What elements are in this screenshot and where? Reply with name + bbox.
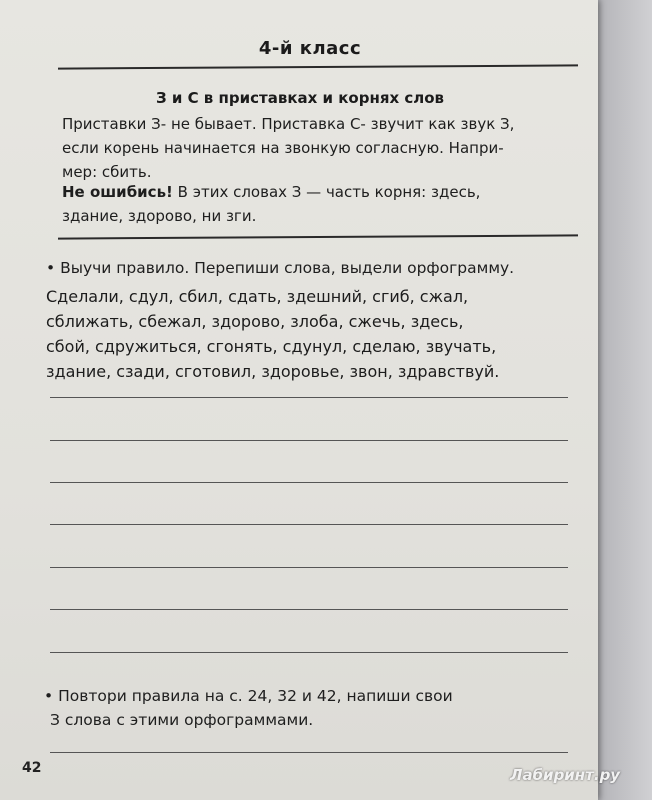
middle-rule — [58, 234, 578, 239]
rule-line-3: мер: сбить. — [62, 163, 152, 181]
writing-line[interactable] — [50, 397, 568, 398]
rule-title: З и С в приставках и корнях слов — [155, 89, 445, 107]
task2-line-2: З слова с этими орфограммами. — [50, 711, 314, 729]
writing-line[interactable] — [50, 440, 568, 441]
warning-line-2: здание, здорово, ни зги. — [62, 207, 257, 225]
writing-line[interactable] — [50, 524, 568, 525]
word-line-1: Сделали, сдул, сбил, сдать, здешний, сгиб, сжал, — [46, 287, 469, 306]
page-number: 42 — [22, 760, 42, 776]
rule-line-2: если корень начинается на звонкую согласную. Напри- — [62, 139, 504, 157]
task2-instruction — [44, 684, 574, 732]
word-line-4: здание, сзади, сготовил, здоровье, звон, здравствуй. — [46, 362, 500, 381]
warning-label: Не ошибись! — [62, 183, 173, 201]
task1-instruction: • Выучи правило. Перепиши слова, выдели орфограмму. — [46, 259, 515, 277]
task2-line-1: • Повтори правила на с. 24, 32 и 42, напиши свои — [44, 687, 453, 705]
writing-line[interactable] — [50, 609, 568, 610]
rule-text — [62, 112, 572, 184]
grade-heading: 4-й класс — [258, 38, 362, 59]
warning-text — [62, 180, 572, 228]
writing-line[interactable] — [50, 567, 568, 568]
writing-line[interactable] — [50, 652, 568, 653]
watermark: Лабиринт.ру — [510, 766, 621, 784]
word-line-3: сбой, сдружиться, сгонять, сдунул, сделаю, звучать, — [46, 337, 497, 356]
task1-word-list — [46, 284, 576, 384]
rule-line-1: Приставки З- не бывает. Приставка С- звучит как звук З, — [62, 115, 515, 133]
bleed-through-text — [300, 60, 580, 78]
warning-line-1: В этих словах З — часть корня: здесь, — [172, 183, 481, 201]
word-line-2: сближать, сбежал, здорово, злоба, сжечь, здесь, — [46, 312, 464, 331]
writing-line[interactable] — [50, 482, 568, 483]
writing-line[interactable] — [50, 752, 568, 753]
